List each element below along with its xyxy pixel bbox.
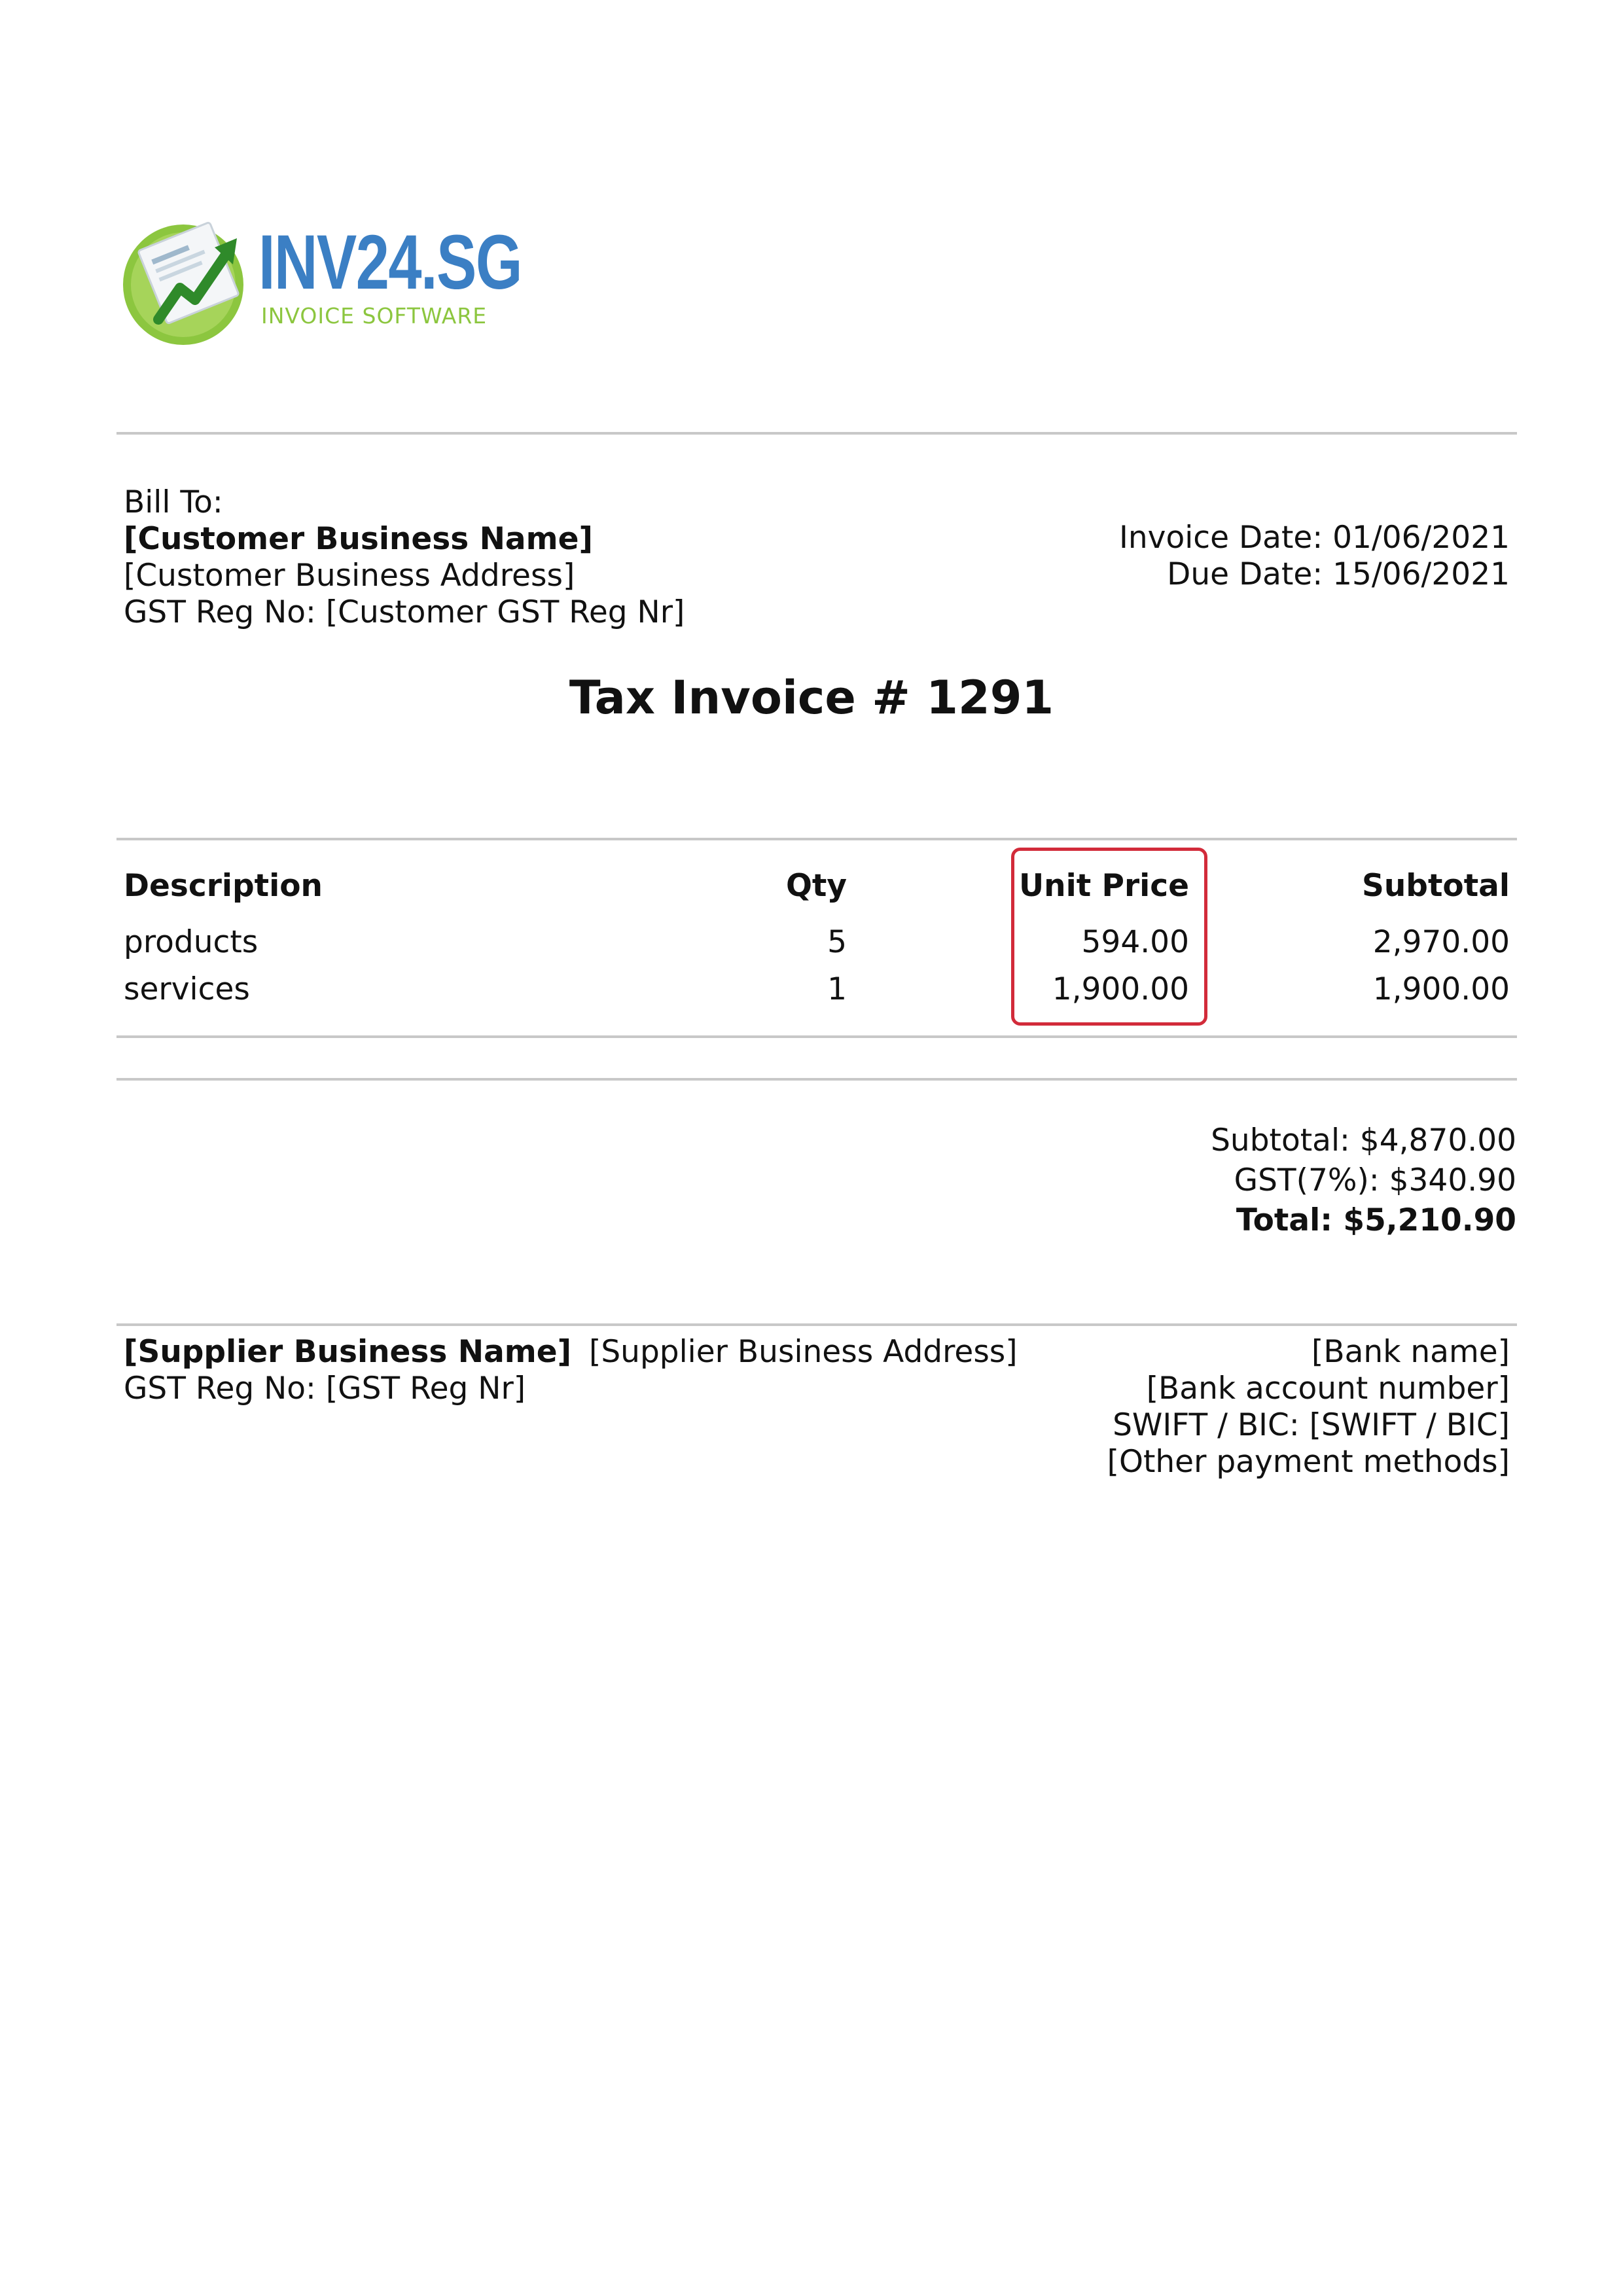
invoice-title: Tax Invoice # 1291 [569, 671, 1054, 725]
bank-swift: SWIFT / BIC: [SWIFT / BIC] [1113, 1407, 1510, 1443]
supplier-block [124, 1334, 571, 1407]
table-top-divider [116, 838, 1517, 840]
invoice-dates [1119, 520, 1510, 593]
column-header-description: Description [124, 868, 323, 904]
row-1-description: products [124, 924, 259, 960]
totals-divider [116, 1078, 1517, 1081]
row-1-subtotal: 2,970.00 [1372, 924, 1510, 960]
unit-price-highlight-box [1011, 848, 1207, 1026]
divider [116, 432, 1517, 435]
row-1-qty: 5 [827, 924, 847, 960]
bank-details [1107, 1334, 1510, 1480]
supplier-name: [Supplier Business Name] [124, 1334, 572, 1370]
other-payment-methods: [Other payment methods] [1107, 1444, 1510, 1480]
bill-to-block [124, 484, 685, 631]
customer-name: [Customer Business Name] [124, 521, 593, 557]
row-1-unit-price: 594.00 [1081, 924, 1189, 960]
totals-total: Total: $5,210.90 [1236, 1202, 1516, 1238]
row-2-description: services [124, 971, 250, 1007]
invoice-date: Invoice Date: 01/06/2021 [1119, 520, 1510, 556]
totals-subtotal: Subtotal: $4,870.00 [1211, 1122, 1516, 1158]
logo-chart-icon [118, 209, 255, 347]
logo-tagline: INVOICE SOFTWARE [261, 303, 488, 329]
bank-account-number: [Bank account number] [1146, 1371, 1510, 1407]
logo-name: INV24.SG [259, 219, 522, 306]
due-date: Due Date: 15/06/2021 [1167, 556, 1510, 592]
customer-gst-reg: GST Reg No: [Customer GST Reg Nr] [124, 594, 685, 630]
supplier-gst-reg: GST Reg No: [GST Reg Nr] [124, 1371, 526, 1407]
column-header-subtotal: Subtotal [1361, 868, 1510, 904]
column-header-qty: Qty [785, 868, 847, 904]
company-logo [118, 209, 524, 347]
bank-name: [Bank name] [1311, 1334, 1510, 1370]
totals-gst: GST(7%): $340.90 [1234, 1162, 1516, 1198]
supplier-address: [Supplier Business Address] [589, 1334, 1018, 1370]
table-bottom-divider [116, 1035, 1517, 1038]
row-2-qty: 1 [827, 971, 847, 1007]
footer-divider [116, 1323, 1517, 1326]
totals-block [1211, 1122, 1516, 1242]
column-header-unit-price: Unit Price [1018, 868, 1189, 904]
row-2-subtotal: 1,900.00 [1372, 971, 1510, 1007]
customer-address: [Customer Business Address] [124, 558, 575, 594]
row-2-unit-price: 1,900.00 [1052, 971, 1189, 1007]
bill-to-label: Bill To: [124, 484, 223, 520]
